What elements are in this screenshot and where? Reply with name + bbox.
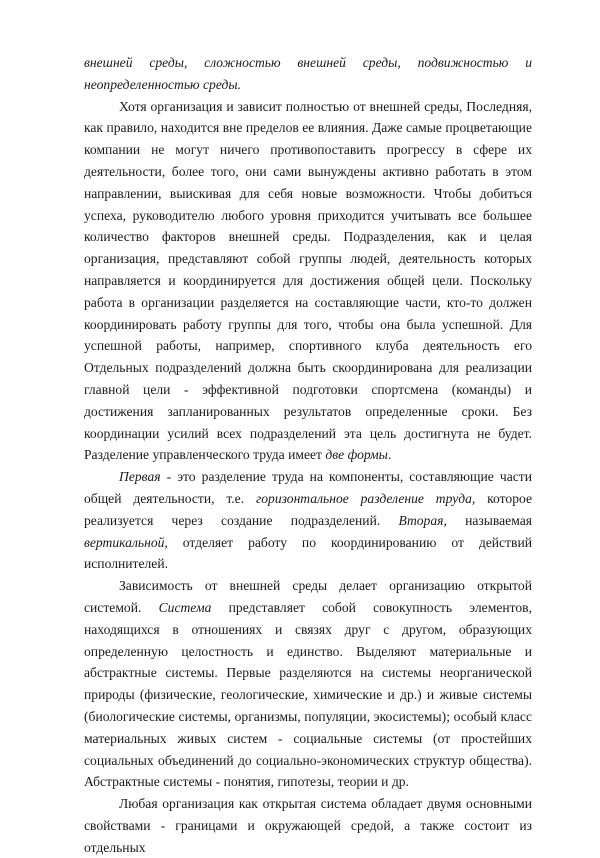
paragraph-4 [84,575,532,793]
paragraph-5 [84,793,532,858]
text-segment-italic: горизонтальное разделение труда, [255,490,476,506]
text-segment-italic: Вторая, [398,512,447,528]
text-segment-italic: Система [158,599,212,615]
text-segment: - это разделение труда на компоненты, составляющие части общей деятельности, т.е. [84,469,532,506]
paragraph-2 [84,96,532,467]
paragraph-3 [84,466,532,575]
text-segment: называемая [446,512,533,528]
text-segment-italic: Первая [119,469,161,485]
text-segment-italic: вертикальной, [84,534,168,550]
text-segment: внешней среды, сложностью внешней среды, подвижностью и неопределенностью среды. [84,55,532,92]
document-page [84,52,532,858]
text-segment: Любая организация как открытая система обладает двумя основными свойствами - границами и окружающей средой, а также состоит из отдельных [84,796,532,855]
text-segment: Зависимость от внешней среды делает организацию открытой системой. [84,578,532,615]
text-segment: которое реализуется через создание подразделений. [84,490,532,528]
text-segment: . [387,447,392,463]
text-segment: Хотя организация и зависит полностью от внешней среды, Последняя, как правило, находится вне пределов ее влияния. Даже самые процветающие компании не могут ничего противопоставить прогрессу в сфере их деятельности, более того, они сами вынуждены активно работать в этом направлении, выискивая для себя новые возможности. Чтобы добиться успеха, руководителю любого уровня приходится учитывать все большее количество факторов внешней среды. Подразделения, как и целая организация, представляют собой группы людей, деятельность которых направляется и координируется для достижения общей цели. Поскольку работа в организации разделяется на составляющие части, кто-то должен координировать работу группы для того, чтобы она была успешной. Для успешной работы, например, спортивного клуба деятельность его Отдельных подразделений должна быть скоординирована для реализации главной цели - эффективной подготовки спортсмена (команды) и достижения запланированных результатов определенные сроки. Без координации усилий всех подразделений эта цель достигнута не будет. Разделение управленческого труда имеет [84,98,532,463]
text-segment-italic: две формы [325,447,388,463]
text-segment: отделяет работу по координированию от действий исполнителей. [84,534,532,572]
paragraph-1 [84,52,532,96]
text-segment: представляет собой совокупность элементов, находящихся в отношениях и связях друг с другом, образующих определенную целостность и единство. Выделяют материальные и абстрактные системы. Первые разделяются на системы неорганической природы (физические, геологические, химические и др.) и живые системы (биологические системы, организмы, популяции, экосистемы); особый класс материальных живых систем - социальные системы (от простейших социальных объединений до социально-экономических структур общества). Абстрактные системы - понятия, гипотезы, теории и др. [84,599,532,790]
